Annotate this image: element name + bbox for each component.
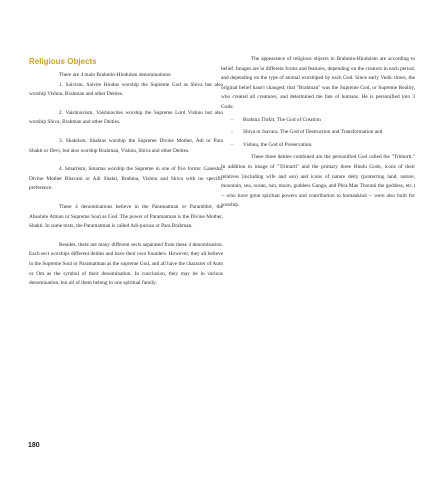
paragraph-shaktism: 3. Shaktism, Shaktas worship the Supreme Divine Mother, Adi or Para Shakti or Devi, but also worship Brahman, Vishnu, Shiva and other Deities.	[29, 137, 223, 154]
list-item-text: Shiva or Isavara, The God of Destruction and Transformation and	[243, 129, 383, 136]
list-item-shiva	[221, 128, 415, 138]
section-heading: Religious Objects	[29, 57, 97, 66]
dash-bullet: -	[231, 141, 233, 148]
paragraph-trimurti: These three deities combined are the personified God called the "Trimurti." In addition to image of "Trimurti" and the primary three Hindu Gods, icons of their relatives (including wife and son) and icons of nature deity (protecting land, nature, mountain, sea, ocean, sun, moon, goddess Ganga, and Phra Mae Thorani the goddess, etc.) -- who have great spiritual powers and contribution to humankind -- were also built for worship.	[221, 154, 415, 209]
paragraph-sects: Besides, there are many different sects separated from these 4 denomination. Each sect worships different deities and have their own founders. However, they all believe in the Supreme Soul or Paramatman as the supreme God, and all have the character of Aum or Om as the symbol of their denomination. In conclusion, they may be in various denomination, but all of them belong to one spiritual family.	[29, 241, 224, 287]
paragraph-paramatman: These 4 denominations believe in the Paramatman or Parambhrt, the Absolute Atman or Supreme Soul as God. The power of Paramatman is the Divine Mother, Shakti. In some texts, the Paramatman is called Adi-purusa or Para Brahman.	[29, 203, 223, 230]
page-number: 180	[28, 442, 40, 449]
right-column	[221, 55, 415, 211]
paragraph-vaishnavism: 2. Vaishnavism, Vaishnavites worship the Supreme Lord Vishnu but also worship Shiva, Brahman and other Deities.	[29, 109, 223, 126]
paragraph-denominations-intro: There are 4 main Brahmin-Hinduism denominations:	[59, 72, 172, 78]
dash-bullet: -	[231, 129, 233, 136]
paragraph-saivism: 1. Saivism, Saivite Hindus worship the Supreme God as Shiva but also worship Vishnu, Brahman and other Deities.	[29, 81, 223, 98]
list-item-brahma	[221, 116, 415, 126]
paragraph-appearance: The appearance of religious objects in Brahmin-Hinduism are according to belief. Images are in different forms and features, depending on the creators in each period, and depending on the type of animal worshiped by each God. Since early Vedic times, the original belief hasn't changed; that "Brahman" was the Supreme God, or Supreme Reality, who created all creatures, and determined the fate of humans. He is personified into 3 Gods:	[221, 56, 415, 110]
list-item-vishnu	[221, 141, 415, 151]
dash-bullet: -	[231, 116, 233, 123]
paragraph-smartism: 4. Smartism, Smartas worship the Supreme in one of five forms: Ganesha, Divine Mother Bhavani or Adi Shakti, Brahma, Vishnu and Shiva with no specific preference.	[29, 166, 223, 192]
list-item-text: Brahma Thrkit, The God of Creation	[243, 116, 321, 123]
left-column	[29, 55, 223, 289]
list-item-text: Vishnu, the God of Preservation.	[243, 141, 313, 148]
